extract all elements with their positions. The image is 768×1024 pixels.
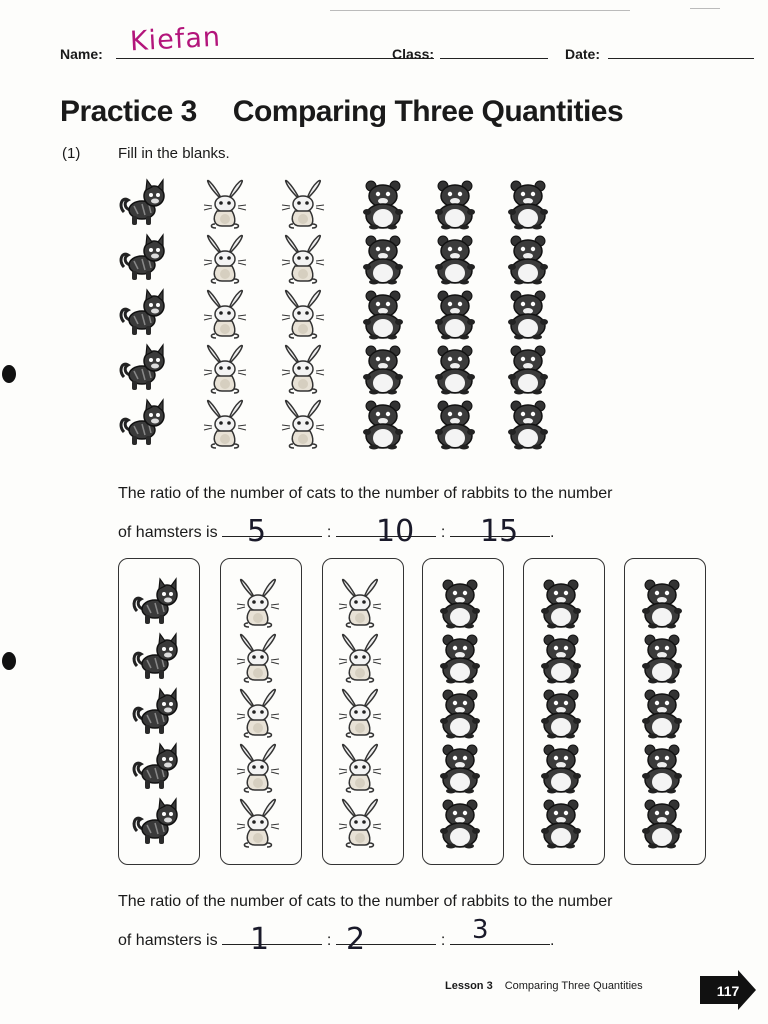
group-cell-hamster bbox=[637, 742, 693, 794]
binder-hole bbox=[2, 652, 16, 670]
answer-rabbits-2: 2 bbox=[346, 922, 366, 957]
rabbit-icon bbox=[233, 742, 283, 794]
answer-cats-1: 5 bbox=[247, 514, 267, 549]
group-cell-hamster bbox=[435, 632, 491, 684]
rabbit-icon bbox=[278, 343, 328, 395]
cat-icon bbox=[118, 178, 168, 230]
hamster-icon bbox=[358, 178, 408, 230]
group-cell-hamster bbox=[536, 687, 592, 739]
answer-cats-2: 1 bbox=[250, 922, 270, 957]
answer-blank-cats-2[interactable] bbox=[222, 922, 322, 957]
answer-blank-cats-1[interactable] bbox=[222, 514, 322, 549]
group-cell-rabbit bbox=[233, 632, 289, 684]
colon-separator: : bbox=[440, 932, 446, 949]
hamster-icon bbox=[503, 178, 553, 230]
grid-cell-hamster bbox=[430, 178, 480, 230]
group-cell-hamster bbox=[536, 632, 592, 684]
group-cell-rabbit bbox=[233, 687, 289, 739]
group-cell-hamster bbox=[435, 687, 491, 739]
date-field[interactable] bbox=[608, 58, 754, 59]
group-cell-cat bbox=[131, 687, 187, 739]
cat-icon bbox=[131, 577, 181, 629]
rabbit-icon bbox=[200, 398, 250, 450]
grid-cell-hamster bbox=[358, 233, 408, 285]
hamster-icon bbox=[637, 632, 687, 684]
question-instruction: Fill in the blanks. bbox=[118, 145, 230, 162]
hamster-icon bbox=[358, 398, 408, 450]
grid-cell-hamster bbox=[430, 233, 480, 285]
hamster-icon bbox=[536, 687, 586, 739]
group-cell-hamster bbox=[435, 577, 491, 629]
group-cell-hamster bbox=[637, 687, 693, 739]
rabbit-icon bbox=[233, 577, 283, 629]
grid-cell-hamster bbox=[503, 233, 553, 285]
group-box-rabbit bbox=[322, 558, 404, 865]
group-cell-rabbit bbox=[335, 577, 391, 629]
cat-icon bbox=[118, 288, 168, 340]
group-cell-hamster bbox=[637, 632, 693, 684]
hamster-icon bbox=[503, 233, 553, 285]
group-cell-cat bbox=[131, 632, 187, 684]
group-cell-rabbit bbox=[233, 742, 289, 794]
grid-cell-hamster bbox=[503, 288, 553, 340]
group-box-hamster bbox=[523, 558, 605, 865]
group-box-cat bbox=[118, 558, 200, 865]
cat-icon bbox=[131, 742, 181, 794]
grid-cell-hamster bbox=[358, 398, 408, 450]
rabbit-icon bbox=[200, 178, 250, 230]
rabbit-icon bbox=[200, 343, 250, 395]
ratio-sentence-2-line1: The ratio of the number of cats to the number of rabbits to the number bbox=[118, 893, 613, 910]
grid-cell-cat bbox=[118, 178, 168, 230]
name-field[interactable] bbox=[116, 58, 434, 59]
cat-icon bbox=[131, 632, 181, 684]
group-cell-cat bbox=[131, 797, 187, 849]
rabbit-icon bbox=[335, 687, 385, 739]
answer-hamsters-2: 3 bbox=[472, 915, 489, 945]
rabbit-icon bbox=[335, 632, 385, 684]
cat-icon bbox=[131, 797, 181, 849]
header-row bbox=[60, 21, 760, 70]
rabbit-icon bbox=[335, 797, 385, 849]
grid-cell-rabbit bbox=[278, 343, 328, 395]
rabbit-icon bbox=[200, 233, 250, 285]
group-cell-hamster bbox=[536, 742, 592, 794]
answer-rabbits-1: 10 bbox=[376, 514, 415, 549]
hamster-icon bbox=[503, 288, 553, 340]
hamster-icon bbox=[536, 577, 586, 629]
hamster-icon bbox=[430, 233, 480, 285]
sentence-period: . bbox=[550, 932, 555, 949]
name-handwritten-value: Kiefan bbox=[129, 21, 222, 58]
grid-cell-rabbit bbox=[278, 288, 328, 340]
rabbit-icon bbox=[200, 288, 250, 340]
cat-icon bbox=[131, 687, 181, 739]
rabbit-icon bbox=[278, 398, 328, 450]
footer-lesson: Lesson 3 bbox=[445, 980, 493, 992]
group-cell-hamster bbox=[435, 742, 491, 794]
date-label: Date: bbox=[565, 46, 601, 62]
group-cell-rabbit bbox=[233, 797, 289, 849]
hamster-icon bbox=[435, 632, 485, 684]
group-box-rabbit bbox=[220, 558, 302, 865]
group-cell-hamster bbox=[637, 797, 693, 849]
group-box-hamster bbox=[422, 558, 504, 865]
top-rule-short bbox=[690, 8, 720, 9]
practice-topic: Comparing Three Quantities bbox=[232, 95, 624, 128]
grid-cell-hamster bbox=[503, 398, 553, 450]
rabbit-icon bbox=[233, 632, 283, 684]
practice-number: Practice 3 bbox=[60, 95, 197, 128]
ratio-sentence-2-lead: of hamsters is bbox=[118, 932, 218, 949]
hamster-icon bbox=[430, 288, 480, 340]
ratio-sentence-1-line1: The ratio of the number of cats to the number of rabbits to the number bbox=[118, 485, 613, 502]
rabbit-icon bbox=[278, 178, 328, 230]
hamster-icon bbox=[637, 687, 687, 739]
hamster-icon bbox=[430, 343, 480, 395]
hamster-icon bbox=[435, 742, 485, 794]
rabbit-icon bbox=[278, 288, 328, 340]
footer-topic: Comparing Three Quantities bbox=[504, 980, 643, 992]
page-title bbox=[60, 95, 623, 129]
ratio-sentence-2 bbox=[118, 892, 738, 957]
cat-icon bbox=[118, 233, 168, 285]
grid-cell-hamster bbox=[358, 288, 408, 340]
hamster-icon bbox=[435, 577, 485, 629]
hamster-icon bbox=[637, 797, 687, 849]
ratio-sentence-1 bbox=[118, 484, 738, 549]
grid-cell-rabbit bbox=[200, 343, 250, 395]
sentence-period: . bbox=[550, 524, 555, 541]
cat-icon bbox=[118, 398, 168, 450]
group-cell-hamster bbox=[637, 577, 693, 629]
hamster-icon bbox=[637, 742, 687, 794]
group-cell-rabbit bbox=[335, 687, 391, 739]
hamster-icon bbox=[358, 343, 408, 395]
grid-cell-cat bbox=[118, 233, 168, 285]
group-cell-hamster bbox=[435, 797, 491, 849]
class-field[interactable] bbox=[440, 58, 548, 59]
grid-cell-hamster bbox=[358, 178, 408, 230]
question-number: (1) bbox=[62, 145, 81, 162]
rabbit-icon bbox=[233, 797, 283, 849]
colon-separator: : bbox=[326, 524, 332, 541]
group-cell-hamster bbox=[536, 577, 592, 629]
group-box-hamster bbox=[624, 558, 706, 865]
answer-blank-rabbits-1[interactable] bbox=[336, 514, 436, 549]
grid-cell-rabbit bbox=[278, 398, 328, 450]
grid-cell-hamster bbox=[430, 343, 480, 395]
answer-blank-rabbits-2[interactable] bbox=[336, 922, 436, 957]
group-cell-rabbit bbox=[335, 742, 391, 794]
hamster-icon bbox=[435, 797, 485, 849]
grid-cell-cat bbox=[118, 288, 168, 340]
animal-grid bbox=[118, 178, 558, 458]
class-label: Class: bbox=[392, 46, 435, 62]
answer-blank-hamsters-1[interactable] bbox=[450, 514, 550, 549]
grid-cell-rabbit bbox=[200, 398, 250, 450]
group-cell-cat bbox=[131, 577, 187, 629]
grid-cell-rabbit bbox=[278, 233, 328, 285]
ratio-sentence-2-line2 bbox=[118, 915, 738, 957]
hamster-icon bbox=[358, 288, 408, 340]
grid-cell-rabbit bbox=[278, 178, 328, 230]
cat-icon bbox=[118, 343, 168, 395]
group-cell-rabbit bbox=[233, 577, 289, 629]
answer-hamsters-1: 15 bbox=[480, 514, 519, 549]
binder-hole bbox=[2, 365, 16, 383]
grid-cell-rabbit bbox=[200, 233, 250, 285]
name-label: Name: bbox=[60, 46, 103, 62]
top-rule bbox=[330, 10, 630, 11]
grid-cell-cat bbox=[118, 398, 168, 450]
grid-cell-hamster bbox=[503, 343, 553, 395]
hamster-icon bbox=[503, 398, 553, 450]
rabbit-icon bbox=[278, 233, 328, 285]
colon-separator: : bbox=[326, 932, 332, 949]
hamster-icon bbox=[503, 343, 553, 395]
hamster-icon bbox=[430, 178, 480, 230]
grid-cell-rabbit bbox=[200, 178, 250, 230]
hamster-icon bbox=[430, 398, 480, 450]
answer-blank-hamsters-2[interactable] bbox=[450, 915, 550, 945]
grid-cell-hamster bbox=[430, 398, 480, 450]
page-number-badge bbox=[698, 970, 758, 1010]
rabbit-icon bbox=[335, 577, 385, 629]
group-cell-hamster bbox=[536, 797, 592, 849]
hamster-icon bbox=[536, 742, 586, 794]
page-number: 117 bbox=[716, 983, 740, 999]
grid-cell-hamster bbox=[358, 343, 408, 395]
ratio-sentence-1-line2 bbox=[118, 514, 738, 549]
grid-cell-hamster bbox=[503, 178, 553, 230]
grid-cell-hamster bbox=[430, 288, 480, 340]
colon-separator: : bbox=[440, 524, 446, 541]
hamster-icon bbox=[435, 687, 485, 739]
ratio-sentence-1-lead: of hamsters is bbox=[118, 524, 218, 541]
group-cell-rabbit bbox=[335, 797, 391, 849]
hamster-icon bbox=[536, 632, 586, 684]
rabbit-icon bbox=[233, 687, 283, 739]
group-cell-cat bbox=[131, 742, 187, 794]
page-footer bbox=[445, 980, 643, 992]
hamster-icon bbox=[637, 577, 687, 629]
grid-cell-cat bbox=[118, 343, 168, 395]
hamster-icon bbox=[536, 797, 586, 849]
grid-cell-rabbit bbox=[200, 288, 250, 340]
group-cell-rabbit bbox=[335, 632, 391, 684]
hamster-icon bbox=[358, 233, 408, 285]
rabbit-icon bbox=[335, 742, 385, 794]
